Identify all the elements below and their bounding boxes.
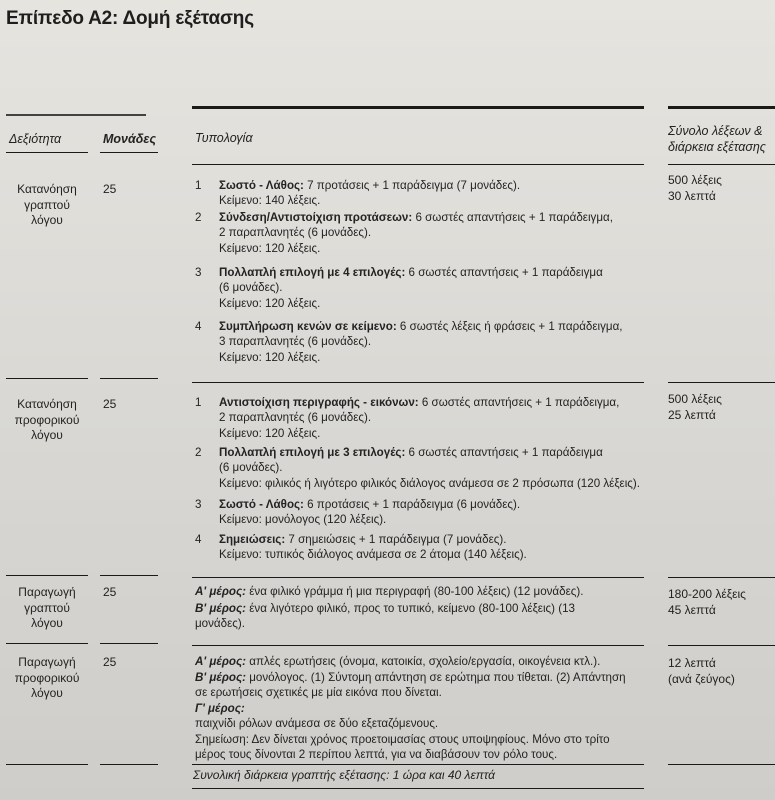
row-units: 25 <box>103 655 117 669</box>
row-divider <box>6 378 88 379</box>
production-note: Σημείωση: Δεν δίνεται χρόνος προετοιμασίας στους υποψηφίους. Μόνο στο τρίτο μέρος τους δίνονται 2 περίπου λεπτά, για να διαβάσουν τον ρόλο τους. <box>195 733 610 762</box>
page-title: Επίπεδο Α2: Δομή εξέτασης <box>6 8 254 29</box>
row-units: 25 <box>103 585 117 599</box>
row-total: 180-200 λέξεις 45 λεπτά <box>668 587 746 617</box>
header-bottom-rule <box>192 164 644 165</box>
typology-item: 3 Πολλαπλή επιλογή με 4 επιλογές: 6 σωστές απαντήσεις + 1 παράδειγμα (6 μονάδες). Κείμενο: 120 λέξεις. <box>195 266 603 310</box>
header-top-rule <box>192 106 644 109</box>
row-skill: Παραγωγή προφορικού λόγου <box>14 655 80 700</box>
row-skill: Παραγωγή γραπτού λόγου <box>18 585 76 630</box>
row-divider <box>668 382 775 383</box>
row-divider <box>192 577 644 578</box>
production-part: Β' μέρος: μονόλογος. (1) Σύντομη απάντηση σε ερώτημα που τίθεται. (2) Απάντηση σε ερωτήσεις σχετικές με μία εικόνα που δίνεται. <box>195 671 626 700</box>
typology-item: 1 Σωστό - Λάθος: 7 προτάσεις + 1 παράδειγμα (7 μονάδες). Κείμενο: 140 λέξεις. <box>195 179 521 208</box>
row-divider <box>668 577 775 578</box>
production-part: Α' μέρος: απλές ερωτήσεις (όνομα, κατοικία, σχολείο/εργασία, οικογένεια κτλ.). <box>195 655 601 668</box>
row-units: 25 <box>103 397 117 411</box>
typology-item: 4 Σημειώσεις: 7 σημειώσεις + 1 παράδειγμα (7 μονάδες). Κείμενο: τυπικός διάλογος ανάμεσα σε 2 άτομα (140 λέξεις). <box>195 533 527 562</box>
typology-item: 2 Πολλαπλή επιλογή με 3 επιλογές: 6 σωστές απαντήσεις + 1 παράδειγμα (6 μονάδες). Κείμενο: φιλικός ή λιγότερο φιλικός διάλογος ανάμεσα σε 2 πρόσωπα (120 λέξεις). <box>195 446 640 490</box>
header-total-line1: Σύνολο λέξεων & <box>668 124 763 138</box>
row-divider <box>100 643 158 644</box>
row-divider <box>668 645 775 646</box>
row-divider <box>6 643 88 644</box>
header-bottom-rule <box>6 152 88 153</box>
row-total: 500 λέξεις 30 λεπτά <box>668 173 722 203</box>
row-divider <box>100 764 158 765</box>
row-divider <box>192 764 644 765</box>
row-divider <box>100 378 158 379</box>
header-units: Μονάδες <box>103 132 157 146</box>
row-divider <box>192 382 644 383</box>
production-part: Α' μέρος: ένα φιλικό γράμμα ή μια περιγραφή (80-100 λέξεις) (12 μονάδες). <box>195 585 584 598</box>
row-divider <box>6 575 88 576</box>
row-total: 500 λέξεις 25 λεπτά <box>668 392 722 422</box>
row-divider <box>6 764 88 765</box>
header-top-rule <box>6 114 146 116</box>
typology-item: 2 Σύνδεση/Αντιστοίχιση προτάσεων: 6 σωστές απαντήσεις + 1 παράδειγμα, 2 παραπλανητές (6 μονάδες). Κείμενο: 120 λέξεις. <box>195 211 613 255</box>
total-duration-footer: Συνολική διάρκεια γραπτής εξέτασης: 1 ώρα και 40 λεπτά <box>193 768 495 782</box>
header-bottom-rule <box>668 164 775 165</box>
typology-item: 4 Συμπλήρωση κενών σε κείμενο: 6 σωστές λέξεις ή φράσεις + 1 παράδειγμα, 3 παραπλανητές (6 μονάδες). Κείμενο: 120 λέξεις. <box>195 320 623 364</box>
header-top-rule <box>668 106 775 109</box>
header-skill: Δεξιότητα <box>9 132 62 146</box>
typology-item: 1 Αντιστοίχιση περιγραφής - εικόνων: 6 σωστές απαντήσεις + 1 παράδειγμα, 2 παραπλανητές (6 μονάδες). Κείμενο: 120 λέξεις. <box>195 396 620 440</box>
header-bottom-rule <box>100 152 158 153</box>
row-total: 12 λεπτά (ανά ζεύγος) <box>668 656 735 686</box>
row-skill: Κατανόηση γραπτού λόγου <box>17 182 77 227</box>
row-divider <box>100 575 158 576</box>
header-typology: Τυπολογία <box>195 131 253 145</box>
row-divider <box>668 764 775 765</box>
row-skill: Κατανόηση προφορικού λόγου <box>14 397 80 442</box>
row-units: 25 <box>103 182 117 196</box>
production-part: Γ' μέρος: παιχνίδι ρόλων ανάμεσα σε δύο εξεταζόμενους. <box>195 702 439 731</box>
footer-rule <box>192 788 644 789</box>
header-total-line2: διάρκεια εξέτασης <box>668 140 766 154</box>
production-part: Β' μέρος: ένα λιγότερο φιλικό, προς το τυπικό, κείμενο (80-100 λέξεις) (13 μονάδες). <box>195 602 575 631</box>
row-divider <box>192 645 644 646</box>
typology-item: 3 Σωστό - Λάθος: 6 προτάσεις + 1 παράδειγμα (6 μονάδες). Κείμενο: μονόλογος (120 λέξεις). <box>195 498 521 527</box>
